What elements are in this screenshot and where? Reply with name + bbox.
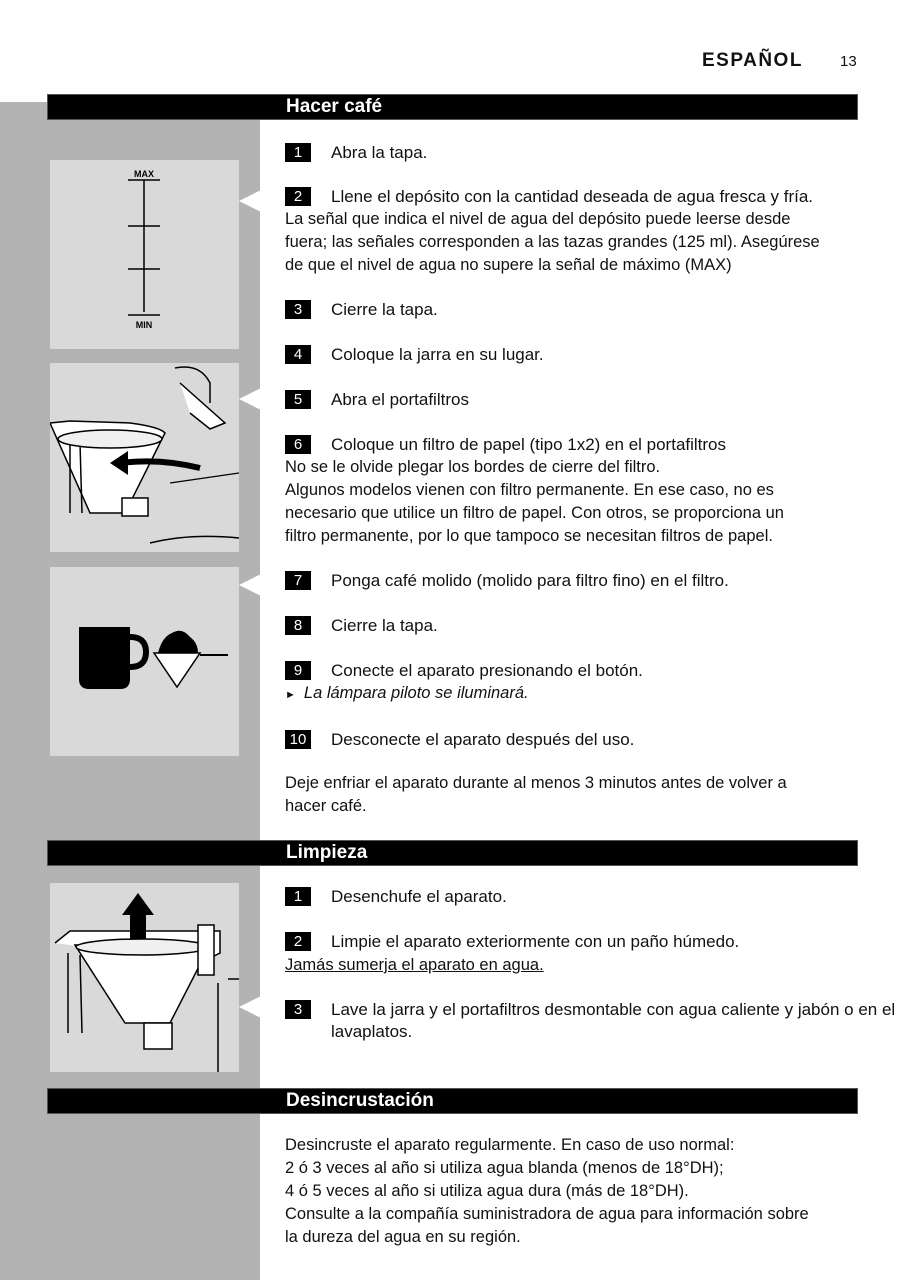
detail-line: fuera; las señales corresponden a las tazas grandes (125 ml). Asegúrese — [285, 233, 820, 251]
step-10 — [285, 729, 855, 751]
filter-holder-illustration — [50, 363, 239, 552]
step-number: 2 — [285, 932, 311, 951]
section-title: Desincrustación — [286, 1090, 434, 1111]
step-6-detail — [285, 456, 860, 548]
clean-warning: Jamás sumerja el aparato en agua. — [285, 956, 544, 974]
detail-line: Algunos modelos vienen con filtro permanente. En ese caso, no es — [285, 481, 774, 499]
step-7 — [285, 570, 855, 592]
clean-step-3 — [285, 999, 901, 1043]
step-9-note — [285, 682, 860, 707]
step-3 — [285, 299, 855, 321]
section-header-limpieza — [47, 840, 858, 866]
note-text: La lámpara piloto se iluminará. — [303, 684, 529, 702]
descaling-line: 4 ó 5 veces al año si utiliza agua dura (más de 18°DH). — [285, 1182, 689, 1200]
closing-paragraph — [285, 772, 860, 818]
filter-removal-illustration — [50, 883, 239, 1072]
step-text: Desconecte el aparato después del uso. — [331, 730, 635, 749]
clean-step-1 — [285, 886, 855, 908]
triangle-bullet-icon: ► — [285, 689, 296, 701]
cup-and-scoop-illustration — [50, 567, 239, 756]
step-text: Abra el portafiltros — [331, 390, 469, 409]
step-text: Cierre la tapa. — [331, 300, 438, 319]
detail-line: filtro permanente, por lo que tampoco se necesitan filtros de papel. — [285, 527, 773, 545]
descaling-line: Desincruste el aparato regularmente. En caso de uso normal: — [285, 1136, 735, 1154]
step-number: 9 — [285, 661, 311, 680]
step-2 — [285, 186, 855, 208]
step-text: Lave la jarra y el portafiltros desmontable con agua caliente y jabón o en el lavaplatos. — [331, 1000, 896, 1041]
descaling-paragraph — [285, 1134, 860, 1249]
step-number: 1 — [285, 143, 311, 162]
pointer-notch — [239, 388, 261, 410]
cleaning-figure — [50, 883, 239, 1072]
page-number: 13 — [840, 53, 857, 70]
step-number: 6 — [285, 435, 311, 454]
step-text: Coloque la jarra en su lugar. — [331, 345, 544, 364]
water-level-figure — [50, 160, 239, 349]
step-text: Conecte el aparato presionando el botón. — [331, 661, 643, 680]
clean-step-2 — [285, 931, 855, 953]
step-number: 10 — [285, 730, 311, 749]
descaling-line: la dureza del agua en su región. — [285, 1228, 521, 1246]
pointer-notch — [239, 574, 261, 596]
detail-line: No se le olvide plegar los bordes de cierre del filtro. — [285, 458, 661, 476]
gauge-max-label: MAX — [134, 169, 154, 179]
step-number: 8 — [285, 616, 311, 635]
section-header-hacer — [47, 94, 858, 120]
step-text: Llene el depósito con la cantidad deseada de agua fresca y fría. — [331, 187, 814, 206]
descaling-line: 2 ó 3 veces al año si utiliza agua blanda (menos de 18°DH); — [285, 1159, 724, 1177]
language-label: ESPAÑOL — [702, 50, 803, 71]
step-text: Desenchufe el aparato. — [331, 887, 507, 906]
water-gauge-illustration — [50, 160, 239, 349]
step-text: Abra la tapa. — [331, 143, 428, 162]
step-text: Cierre la tapa. — [331, 616, 438, 635]
detail-line: de que el nivel de agua no supere la señal de máximo (MAX) — [285, 256, 732, 274]
step-number: 3 — [285, 1000, 311, 1019]
step-text: Coloque un filtro de papel (tipo 1x2) en el portafiltros — [331, 435, 727, 454]
pointer-notch — [239, 996, 261, 1018]
descaling-line: Consulte a la compañía suministradora de agua para información sobre — [285, 1205, 809, 1223]
pointer-notch — [239, 190, 261, 212]
step-6 — [285, 434, 855, 456]
closing-line: Deje enfriar el aparato durante al menos 3 minutos antes de volver a — [285, 774, 787, 792]
step-1 — [285, 142, 855, 164]
step-number: 7 — [285, 571, 311, 590]
section-title: Limpieza — [286, 842, 368, 863]
step-number: 5 — [285, 390, 311, 409]
filter-holder-figure — [50, 363, 239, 552]
step-2-detail — [285, 208, 860, 277]
step-number: 2 — [285, 187, 311, 206]
detail-line: necesario que utilice un filtro de papel. Con otros, se proporciona un — [285, 504, 784, 522]
closing-line: hacer café. — [285, 797, 367, 815]
step-8 — [285, 615, 855, 637]
step-5 — [285, 389, 855, 411]
step-4 — [285, 344, 855, 366]
section-header-desincrustacion — [47, 1088, 858, 1114]
section-title: Hacer café — [286, 96, 383, 117]
gauge-min-label: MIN — [135, 320, 153, 330]
coffee-scoop-figure — [50, 567, 239, 756]
step-9 — [285, 660, 855, 682]
step-number: 3 — [285, 300, 311, 319]
detail-line: La señal que indica el nivel de agua del depósito puede leerse desde — [285, 210, 791, 228]
step-number: 1 — [285, 887, 311, 906]
step-text: Ponga café molido (molido para filtro fino) en el filtro. — [331, 571, 729, 590]
step-number: 4 — [285, 345, 311, 364]
step-text: Limpie el aparato exteriormente con un paño húmedo. — [331, 932, 740, 951]
